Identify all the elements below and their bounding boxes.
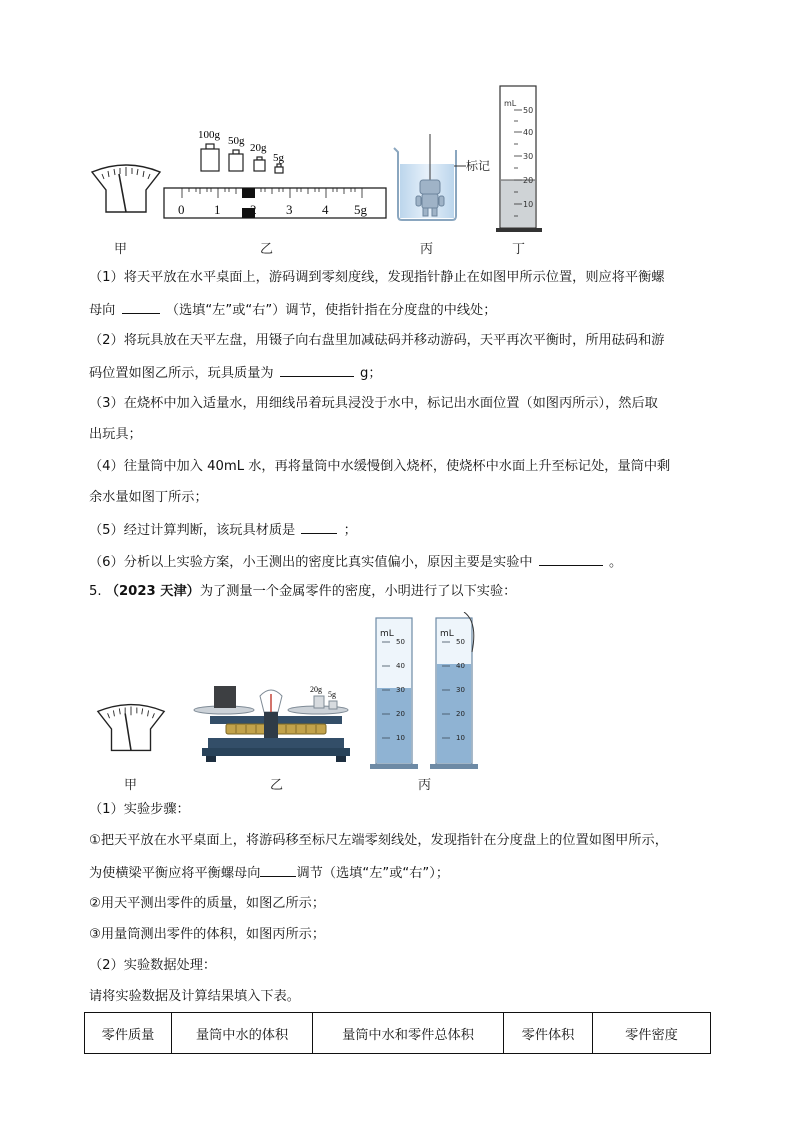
cyl-top-tick-40: 40	[523, 128, 534, 137]
q4-step1-post: （选填“左”或“右”）调节，使指针指在分度盘的中线处；	[165, 303, 497, 318]
cyl2-tick-50: 50	[456, 638, 465, 646]
table-header-row	[85, 1013, 711, 1054]
caption-bing-q5: 丙	[418, 778, 432, 793]
cyl1-tick-10: 10	[396, 734, 405, 742]
q4-step2-pre: 码位置如图乙所示，玩具质量为	[89, 366, 274, 381]
table-header-density: 零件密度	[593, 1013, 711, 1054]
svg-text:3: 3	[286, 202, 293, 217]
q4-step4-line1: （4）往量筒中加入 40mL 水，再将量筒中水缓慢倒入烧杯，使烧杯中水面上升至标记处，量筒中剩	[89, 459, 671, 474]
q4-step6-line	[89, 551, 622, 573]
cyl-top-tick-10: 10	[523, 200, 534, 209]
q5-step3: ③用量筒测出零件的体积，如图丙所示；	[89, 927, 326, 942]
cyl2-tick-40: 40	[456, 662, 465, 670]
cylinders-figure-q5	[368, 612, 480, 774]
cyl1-tick-20: 20	[396, 710, 405, 718]
q4-step1-line1: （1）将天平放在水平桌面上，游码调到零刻度线，发现指针静止在如图甲所示位置，则应将平衡螺	[89, 270, 665, 285]
q5-data-title: （2）实验数据处理：	[89, 958, 217, 973]
beaker-mark-label: 标记	[466, 159, 491, 173]
q5-table-intro: 请将实验数据及计算结果填入下表。	[89, 989, 300, 1004]
q4-answer-blank-2[interactable]	[280, 362, 354, 377]
cyl1-tick-50: 50	[396, 638, 405, 646]
q5-step1-line1: ①把天平放在水平桌面上，将游码移至标尺左端零刻线处，发现指针在分度盘上的位置如图甲所示，	[89, 833, 668, 848]
balance-weight-20g: 20g	[310, 685, 322, 694]
q5-heading	[89, 582, 516, 602]
q4-step6-pre: （6）分析以上实验方案，小王测出的密度比真实值偏小，原因主要是实验中	[89, 555, 533, 570]
svg-text:5g: 5g	[273, 152, 284, 164]
svg-text:2: 2	[250, 202, 257, 217]
svg-text:20g: 20g	[250, 142, 267, 154]
q5-answer-blank-1[interactable]	[260, 862, 296, 877]
table-header-part-volume: 零件体积	[504, 1013, 593, 1054]
caption-jia-top: 甲	[114, 242, 128, 257]
q4-step1-line2	[89, 299, 496, 321]
q4-step1-pre: 母向	[89, 303, 116, 318]
q4-answer-blank-1[interactable]	[122, 299, 160, 314]
q4-answer-blank-3[interactable]	[301, 519, 337, 534]
svg-text:4: 4	[322, 202, 329, 217]
svg-text:5g: 5g	[354, 202, 367, 217]
q5-step-title: （1）实验步骤：	[89, 802, 190, 817]
table-header-total-volume: 量筒中水和零件总体积	[313, 1013, 504, 1054]
svg-text:50g: 50g	[228, 135, 245, 147]
cyl-top-tick-20: 20	[523, 176, 534, 185]
balance-weight-5g: 5g	[328, 690, 336, 699]
beaker-figure	[390, 130, 500, 226]
weights-ruler-figure	[160, 126, 390, 222]
cyl-top-tick-30: 30	[523, 152, 534, 161]
cyl-top-tick-50: 50	[523, 106, 534, 115]
caption-bing-top: 丙	[420, 242, 434, 257]
q5-number: 5.	[89, 584, 102, 599]
q4-step3-line1: （3）在烧杯中加入适量水，用细线吊着玩具浸没于水中，标记出水面位置（如图丙所示），然后取	[89, 396, 658, 411]
cyl1-tick-30: 30	[396, 686, 405, 694]
q5-step1-pre: 为使横梁平衡应将平衡螺母向	[89, 866, 261, 881]
q5-step2: ②用天平测出零件的质量，如图乙所示；	[89, 896, 326, 911]
q4-step2-line2	[89, 362, 382, 384]
balance-figure	[190, 676, 362, 768]
cyl1-tick-40: 40	[396, 662, 405, 670]
q5-step1-line2	[89, 862, 449, 884]
cyl-q5-unit-2: mL	[440, 629, 454, 639]
cyl2-tick-20: 20	[456, 710, 465, 718]
svg-text:100g: 100g	[198, 129, 220, 141]
cyl2-tick-30: 30	[456, 686, 465, 694]
q4-step2-post: g；	[360, 366, 382, 381]
q4-answer-blank-4[interactable]	[539, 551, 603, 566]
q4-step2-line1: （2）将玩具放在天平左盘，用镊子向右盘里加减砝码并移动游码，天平再次平衡时，所用砝码和游	[89, 333, 665, 348]
q4-step5-post: ；	[343, 523, 357, 538]
q4-step5-line	[89, 519, 357, 541]
table-header-mass: 零件质量	[85, 1013, 172, 1054]
cyl-q5-unit-1: mL	[380, 629, 394, 639]
q4-step6-post: 。	[608, 555, 623, 570]
q4-step4-line2: 余水量如图丁所示；	[89, 490, 208, 505]
caption-ding-top: 丁	[512, 242, 526, 257]
q5-step1-post: 调节（选填“左”或“右”）；	[296, 866, 450, 881]
cyl2-tick-10: 10	[456, 734, 465, 742]
caption-yi-top: 乙	[260, 242, 274, 257]
caption-yi-q5: 乙	[270, 778, 284, 793]
table-header-water-volume: 量筒中水的体积	[172, 1013, 313, 1054]
svg-text:1: 1	[214, 202, 221, 217]
data-table	[84, 1012, 711, 1054]
q4-step3-line2: 出玩具；	[89, 427, 142, 442]
svg-text:0: 0	[178, 202, 185, 217]
cylinder-figure-top	[496, 82, 546, 234]
dial-figure-q5	[92, 698, 170, 756]
dial-figure-top	[86, 160, 166, 216]
q5-source: （2023 天津）	[105, 584, 200, 599]
cylinder-unit-top: mL	[504, 99, 517, 108]
q4-step5-pre: （5）经过计算判断，该玩具材质是	[89, 523, 296, 538]
q5-intro: 为了测量一个金属零件的密度，小明进行了以下实验：	[199, 584, 517, 599]
caption-jia-q5: 甲	[124, 778, 138, 793]
